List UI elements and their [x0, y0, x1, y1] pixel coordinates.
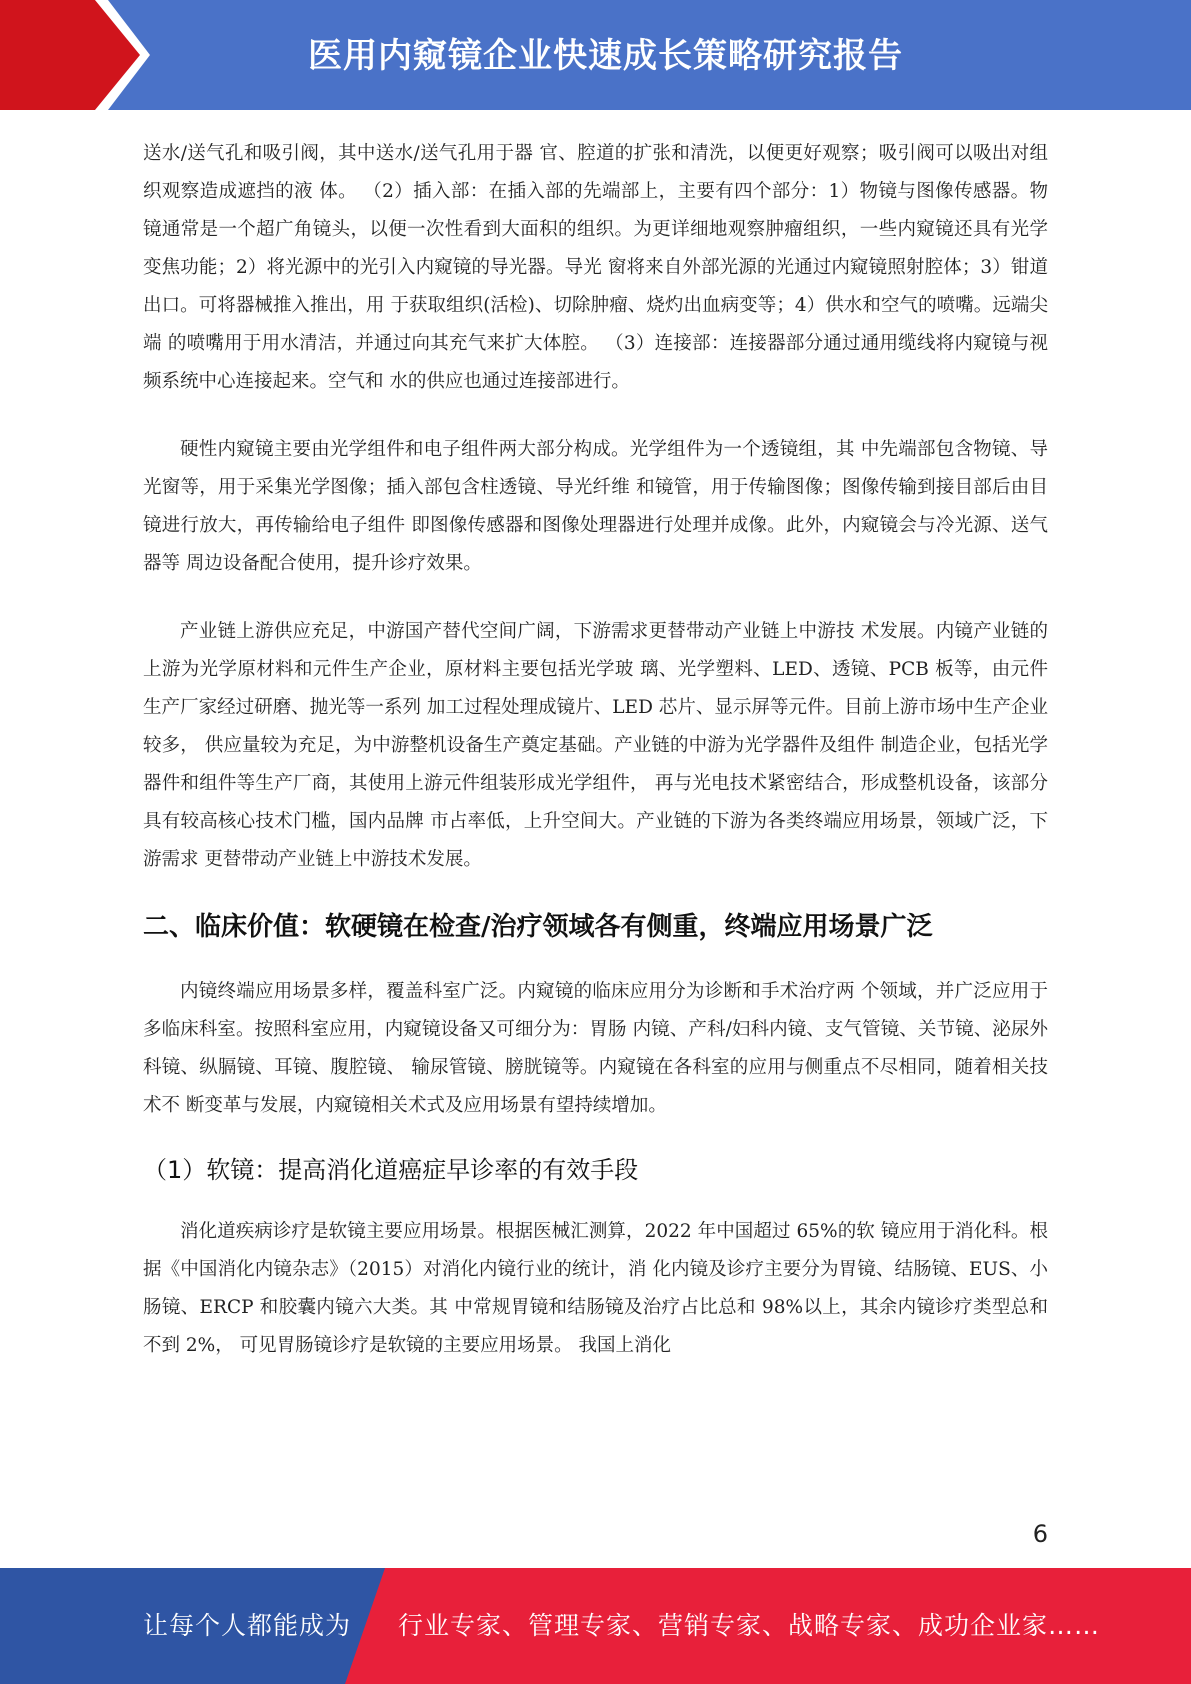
paragraph-application-scenarios: 内镜终端应用场景多样，覆盖科室广泛。内窥镜的临床应用分为诊断和手术治疗两 个领域，并广泛应用于多临床科室。按照科室应用，内窥镜设备又可细分为：胃肠 内镜、产科/妇科内镜、支气管镜、关节镜、泌尿外科镜、纵膈镜、耳镜、腹腔镜、 输尿管镜、膀胱镜等。内窥镜在各科室的应用与侧重点不尽相同，随着相关技术不 断变革与发展，内窥镜相关术式及应用场景有望持续增加。: [143, 981, 1048, 1116]
subsection-heading-soft-endoscope: （1）软镜：提高消化道癌症早诊率的有效手段: [143, 1156, 639, 1184]
paragraph-endoscope-structure: 送水/送气孔和吸引阀，其中送水/送气孔用于器 官、腔道的扩张和清洗，以便更好观察；吸引阀可以吸出对组织观察造成遮挡的液 体。 （2）插入部：在插入部的先端部上，主要有四个部分：1）物镜与图像传感器。物 镜通常是一个超广角镜头，以便一次性看到大面积的组织。为更详细地观察肿瘤组织，一些内窥镜还具有光学变焦功能；2）将光源中的光引入内窥镜的导光器。导光 窗将来自外部光源的光通过内窥镜照射腔体；3）钳道出口。可将器械推入推出，用 于获取组织(活检)、切除肿瘤、烧灼出血病变等；4）供水和空气的喷嘴。远端尖端 的喷嘴用于用水清洁，并通过向其充气来扩大体腔。 （3）连接部：连接器部分通过通用缆线将内窥镜与视频系统中心连接起来。空气和 水的供应也通过连接部进行。: [143, 143, 1048, 392]
report-title: 医用内窥镜企业快速成长策略研究报告: [308, 36, 903, 76]
section-heading-clinical-value: 二、临床价值：软硬镜在检查/治疗领域各有侧重，终端应用场景广泛: [143, 912, 933, 942]
paragraph-digestive-diagnosis: 消化道疾病诊疗是软镜主要应用场景。根据医械汇测算，2022 年中国超过 65%的软 镜应用于消化科。根据《中国消化内镜杂志》（2015）对消化内镜行业的统计，消 化内镜及诊疗主要分为胃镜、结肠镜、EUS、小肠镜、ERCP 和胶囊内镜六大类。其 中常规胃镜和结肠镜及治疗占比总和 98%以上，其余内镜诊疗类型总和不到 2%， 可见胃肠镜诊疗是软镜的主要应用场景。 我国上消化: [143, 1221, 1048, 1356]
main-content: [143, 135, 1048, 1365]
page-header: [0, 0, 1191, 110]
footer-slogan-left: 让每个人都能成为: [143, 1611, 352, 1640]
paragraph-rigid-endoscope: 硬性内窥镜主要由光学组件和电子组件两大部分构成。光学组件为一个透镜组，其 中先端部包含物镜、导光窗等，用于采集光学图像；插入部包含柱透镜、导光纤维 和镜管，用于传输图像；图像传输到接目部后由目镜进行放大，再传输给电子组件 即图像传感器和图像处理器进行处理并成像。此外，内窥镜会与冷光源、送气器等 周边设备配合使用，提升诊疗效果。: [143, 439, 1048, 574]
page-footer: [0, 1568, 1191, 1684]
footer-slogan-right: 行业专家、管理专家、营销专家、战略专家、成功企业家……: [398, 1611, 1101, 1640]
paragraph-industry-chain: 产业链上游供应充足，中游国产替代空间广阔，下游需求更替带动产业链上中游技 术发展。内镜产业链的上游为光学原材料和元件生产企业，原材料主要包括光学玻 璃、光学塑料、LED、透镜、PCB 板等，由元件生产厂家经过研磨、抛光等一系列 加工过程处理成镜片、LED 芯片、显示屏等元件。目前上游市场中生产企业较多， 供应量较为充足，为中游整机设备生产奠定基础。产业链的中游为光学器件及组件 制造企业，包括光学器件和组件等生产厂商，其使用上游元件组装形成光学组件， 再与光电技术紧密结合，形成整机设备，该部分具有较高核心技术门槛，国内品牌 市占率低，上升空间大。产业链的下游为各类终端应用场景，领域广泛，下游需求 更替带动产业链上中游技术发展。: [143, 621, 1048, 870]
page-number: 6: [1032, 1520, 1048, 1548]
